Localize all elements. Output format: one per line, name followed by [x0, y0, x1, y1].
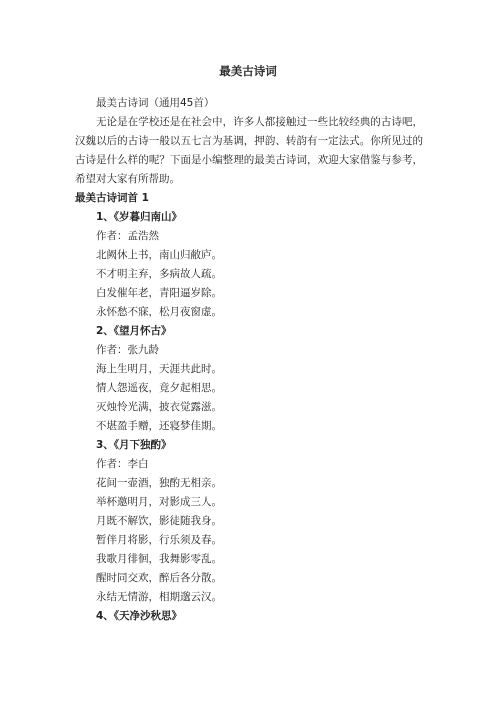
poem-line: 白发催年老，青阳逼岁除。 [96, 287, 222, 299]
poem-4 [75, 607, 423, 626]
poem-line: 北阙休上书，南山归敝庐。 [96, 249, 222, 261]
poem-title: 1、《岁暮归南山》 [96, 211, 183, 223]
poem-author: 作者：张九龄 [96, 344, 159, 356]
poem-title: 2、《望月怀古》 [96, 325, 172, 337]
poem-line: 花间一壶酒，独酌无相亲。 [96, 477, 222, 489]
poem-line: 灭烛怜光满，披衣觉露滋。 [96, 401, 222, 413]
poem-line: 举杯邀明月，对影成三人。 [96, 496, 222, 508]
poem-line: 海上生明月，天涯共此时。 [96, 363, 222, 375]
poem-title: 4、《天净沙秋思》 [96, 610, 183, 622]
poem-2 [75, 322, 423, 436]
poem-line: 永怀愁不寐，松月夜窗虚。 [96, 306, 222, 318]
poem-line: 我歌月徘徊，我舞影零乱。 [96, 553, 222, 565]
poem-1 [75, 208, 423, 322]
poem-line: 情人怨遥夜，竟夕起相思。 [96, 382, 222, 394]
poem-line: 月既不解饮，影徒随我身。 [96, 515, 222, 527]
page-title: 最美古诗词 [219, 64, 277, 78]
intro-paragraph: 无论是在学校还是在社会中，许多人都接触过一些比较经典的古诗吧，汉魏以后的古诗一般以五七言为基调，押韵、转韵有一定法式。你所见过的古诗是什么样的呢？下面是小编整理的最美古诗词，欢迎大家借鉴与参考，希望对大家有所帮助。 [75, 116, 423, 185]
poem-line: 不堪盈手赠，还寝梦佳期。 [96, 420, 222, 432]
poem-author: 作者：孟浩然 [96, 230, 159, 242]
poem-line: 永结无情游，相期邈云汉。 [96, 591, 222, 603]
poem-line: 醒时同交欢，醉后各分散。 [96, 572, 222, 584]
poem-author: 作者：李白 [96, 458, 149, 470]
poem-3 [75, 436, 423, 607]
poem-title: 3、《月下独酌》 [96, 439, 172, 451]
document-subtitle: 最美古诗词（通用45首） [96, 97, 215, 109]
section-heading: 最美古诗词首 1 [75, 192, 149, 204]
poem-line: 暂伴月将影，行乐须及春。 [96, 534, 222, 546]
document-body [75, 94, 423, 626]
poem-line: 不才明主弃，多病故人疏。 [96, 268, 222, 280]
